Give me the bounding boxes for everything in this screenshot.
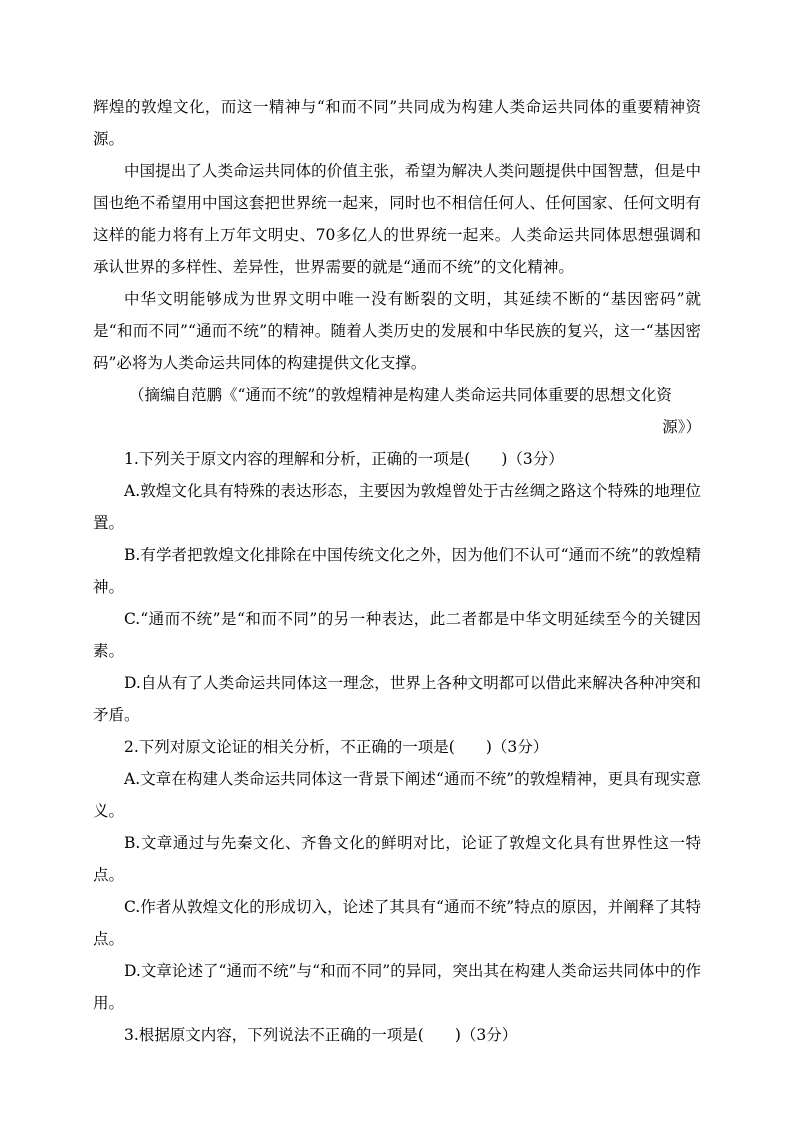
paragraph: 中华文明能够成为世界文明中唯一没有断裂的文明，其延续不断的“基因密码”就是“和而不同”“通而不统”的精神。随着人类历史的发展和中华民族的复兴，这一“基因密码”必将为人类命运共同体的构建提供文化支撑。 (93, 290, 701, 372)
page-content (93, 91, 701, 1051)
question-stem: 2.下列对原文论证的相关分析，不正确的一项是( )（3分） (124, 738, 549, 756)
paragraph-continuation: 辉煌的敦煌文化，而这一精神与“和而不同”共同成为构建人类命运共同体的重要精神资源。 (93, 98, 701, 148)
option-a: A.敦煌文化具有特殊的表达形态，主要因为敦煌曾处于古丝绸之路这个特殊的地理位置。 (93, 482, 701, 532)
question-3 (93, 1019, 701, 1051)
question-2 (93, 731, 701, 1019)
question-1 (93, 443, 701, 731)
option-b: B.有学者把敦煌文化排除在中国传统文化之外，因为他们不认可“通而不统”的敦煌精神。 (93, 546, 701, 596)
option-d: D.自从有了人类命运共同体这一理念，世界上各种文明都可以借此来解决各种冲突和矛盾。 (93, 674, 701, 724)
source-citation (93, 379, 701, 443)
paragraph: 中国提出了人类命运共同体的价值主张，希望为解决人类问题提供中国智慧，但是中国也绝不希望用中国这套把世界统一起来，同时也不相信任何人、任何国家、任何文明有这样的能力将有上万年文明史、70多亿人的世界统一起来。人类命运共同体思想强调和承认世界的多样性、差异性，世界需要的就是“通而不统”的文化精神。 (93, 162, 701, 276)
question-stem: 3.根据原文内容，下列说法不正确的一项是( )（3分） (124, 1026, 518, 1044)
citation-line-2: 源》） (662, 418, 701, 436)
option-d: D.文章论述了“通而不统”与“和而不同”的异同，突出其在构建人类命运共同体中的作用。 (93, 962, 701, 1012)
citation-line-1: （摘编自范鹏《“通而不统”的敦煌精神是构建人类命运共同体重要的思想文化资 (129, 386, 672, 404)
question-stem: 1.下列关于原文内容的理解和分析，正确的一项是( )（3分） (124, 450, 564, 468)
option-c: C.“通而不统”是“和而不同”的另一种表达，此二者都是中华文明延续至今的关键因素。 (93, 610, 701, 660)
option-a: A.文章在构建人类命运共同体这一背景下阐述“通而不统”的敦煌精神，更具有现实意义。 (93, 770, 701, 820)
option-b: B.文章通过与先秦文化、齐鲁文化的鲜明对比，论证了敦煌文化具有世界性这一特点。 (93, 834, 701, 884)
option-c: C.作者从敦煌文化的形成切入，论述了其具有“通而不统”特点的原因，并阐释了其特点。 (93, 898, 701, 948)
